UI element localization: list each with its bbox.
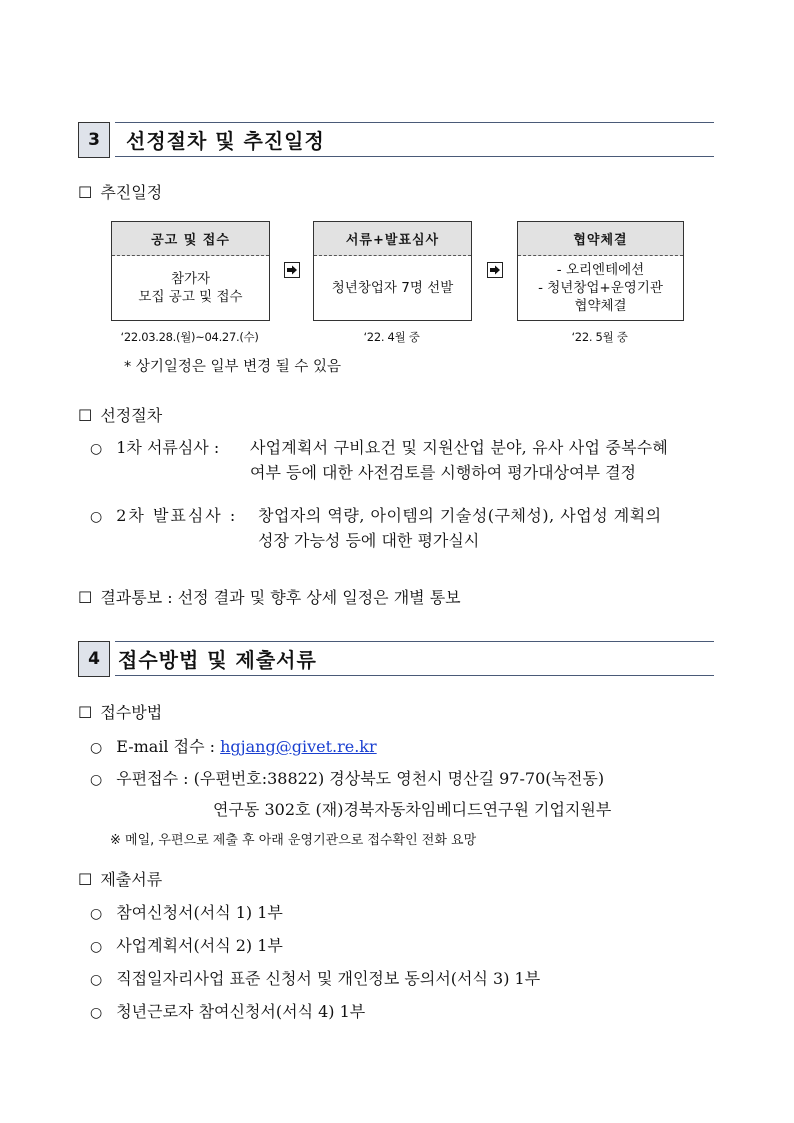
process-step-2	[313, 221, 472, 321]
checkbox-square-icon: ☐	[78, 183, 93, 202]
section-title: 접수방법 및 제출서류	[118, 648, 317, 672]
email-item: ○ E-mail 접수 : hgjang@givet.re.kr	[90, 737, 377, 756]
bullet-circle-icon: ○	[90, 509, 103, 525]
result-notice: ☐ 결과통보 : 선정 결과 및 향후 상세 일정은 개별 통보	[78, 588, 461, 607]
doc-item: ○ 사업계획서(서식 2) 1부	[90, 936, 283, 955]
schedule-note: * 상기일정은 일부 변경 될 수 있음	[124, 359, 341, 375]
bullet-circle-icon: ○	[90, 1005, 103, 1021]
doc-item: ○ 참여신청서(서식 1) 1부	[90, 903, 283, 922]
header-rule-bottom	[115, 156, 714, 157]
procedure-item-1: ○ 1차 서류심사 :	[90, 438, 220, 457]
post-item: ○ 우편접수 : (우편번호:38822) 경상북도 영천시 명산길 97-70(녹전동)	[90, 769, 605, 788]
step-head: 공고 및 접수	[112, 222, 269, 256]
method-heading: ☐ 접수방법	[78, 703, 163, 722]
checkbox-square-icon: ☐	[78, 406, 93, 425]
step-date: ‘22. 5월 중	[571, 330, 628, 344]
post-address-cont: 연구동 302호 (재)경북자동차임베디드연구원 기업지원부	[213, 800, 612, 819]
step-body: 참가자 모집 공고 및 접수	[138, 271, 243, 305]
step-head: 서류+발표심사	[314, 222, 471, 256]
email-link[interactable]: hgjang@givet.re.kr	[220, 737, 377, 756]
header-rule-top	[115, 122, 714, 123]
process-step-1	[111, 221, 270, 321]
docs-heading: ☐ 제출서류	[78, 870, 163, 889]
bullet-circle-icon: ○	[90, 772, 103, 788]
checkbox-square-icon: ☐	[78, 703, 93, 722]
section-number: 3	[78, 122, 110, 158]
section-title: 선정절차 및 추진일정	[126, 129, 325, 153]
method-note: ※ 메일, 우편으로 제출 후 아래 운영기관으로 접수확인 전화 요망	[110, 833, 477, 848]
procedure-heading: ☐ 선정절차	[78, 406, 163, 425]
procedure-item-1-text: 사업계획서 구비요건 및 지원산업 분야, 유사 사업 중복수혜	[250, 438, 669, 457]
doc-item: ○ 청년근로자 참여신청서(서식 4) 1부	[90, 1002, 366, 1021]
doc-item: ○ 직접일자리사업 표준 신청서 및 개인정보 동의서(서식 3) 1부	[90, 969, 541, 988]
step-date: ‘22. 4월 중	[363, 330, 420, 344]
bullet-circle-icon: ○	[90, 972, 103, 988]
header-rule-top	[115, 641, 714, 642]
step-body: - 오리엔테에션 - 청년창업+운영기관 협약체결	[538, 262, 663, 314]
process-step-3	[517, 221, 684, 321]
procedure-item-1-text-cont: 여부 등에 대한 사전검토를 시행하여 평가대상여부 결정	[250, 463, 637, 482]
bullet-circle-icon: ○	[90, 939, 103, 955]
section-number: 4	[78, 641, 110, 677]
section-4-header	[78, 641, 714, 677]
bullet-circle-icon: ○	[90, 740, 103, 756]
schedule-heading: ☐ 추진일정	[78, 183, 163, 202]
bullet-circle-icon: ○	[90, 441, 103, 457]
section-3-header	[78, 122, 714, 158]
procedure-item-2-text: 창업자의 역량, 아이템의 기술성(구체성), 사업성 계획의	[258, 506, 662, 525]
bullet-circle-icon: ○	[90, 906, 103, 922]
step-body: 청년창업자 7명 선발	[331, 280, 454, 296]
checkbox-square-icon: ☐	[78, 870, 93, 889]
step-head: 협약체결	[518, 222, 683, 256]
arrow-right-icon	[284, 262, 300, 278]
header-rule-bottom	[115, 675, 714, 676]
checkbox-square-icon: ☐	[78, 588, 93, 607]
procedure-item-2-text-cont: 성장 가능성 등에 대한 평가실시	[258, 531, 480, 550]
step-date: ‘22.03.28.(월)~04.27.(수)	[120, 330, 259, 344]
procedure-item-2: ○ 2차 발표심사 :	[90, 506, 238, 525]
arrow-right-icon	[487, 262, 503, 278]
